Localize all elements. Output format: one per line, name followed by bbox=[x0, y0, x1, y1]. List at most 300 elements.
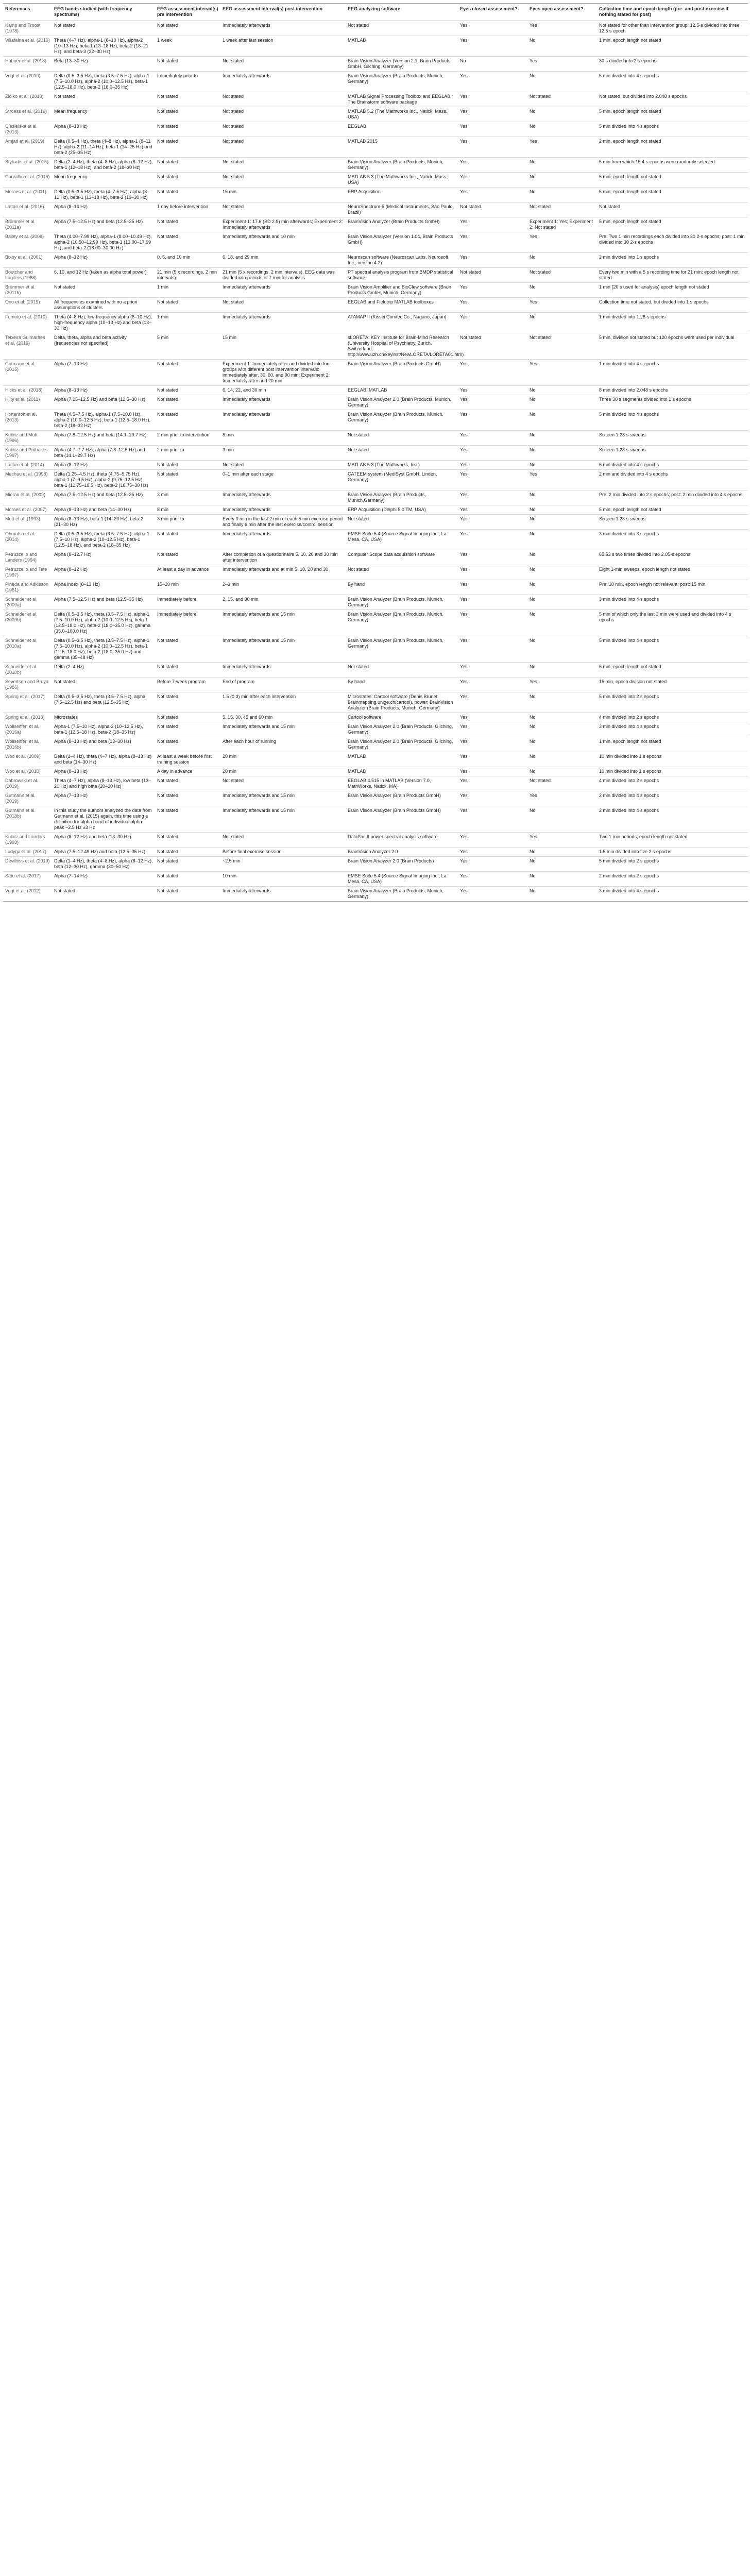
table-row bbox=[3, 752, 748, 767]
cell-software: Brain Vision Analyzer (Brain Products, Munich, Germany) bbox=[346, 158, 458, 173]
cell-eyes-closed: Yes bbox=[458, 253, 527, 268]
table-row bbox=[3, 57, 748, 72]
cell-software: EMSE Suite 5.4 (Source Signal Imaging Inc., La Mesa, CA, USA) bbox=[346, 530, 458, 550]
cell-collection-time: 5 min divided into 4 s epochs bbox=[597, 410, 748, 431]
cell-software: Computer Scope data acquisition software bbox=[346, 550, 458, 565]
cell-collection-time: 5 min, division not stated but 120 epochs were used per individual bbox=[597, 333, 748, 360]
cell-eeg-bands: Delta (0.5–3.5 Hz), theta (3.5–7.5 Hz), alpha-1 (7.5–10.0 Hz), alpha-2 (10.0–12.5 Hz), beta-1 (12.5–18.0 Hz), beta-2 (18.0–35.0 Hz), gamma (35.0–100.0 Hz) bbox=[52, 610, 155, 636]
cell-post-interval: Not stated bbox=[220, 137, 346, 158]
cell-eyes-closed: Yes bbox=[458, 848, 527, 857]
cell-pre-interval: Not stated bbox=[155, 887, 220, 902]
cell-eyes-closed: Yes bbox=[458, 490, 527, 505]
cell-eeg-bands: Delta (0.5–3.5 Hz), theta (3.5–7.5 Hz), alpha (7.5–12.5 Hz) and beta (12.5–35 Hz) bbox=[52, 692, 155, 713]
cell-collection-time: Sixteen 1.28 s sweeps bbox=[597, 431, 748, 446]
cell-eeg-bands: Theta (4–7 Hz), alpha-1 (8–10 Hz), alpha-2 (10–13 Hz), beta-1 (13–18 Hz), beta-2 (18–21 Hz), and beta-3 (22–30 Hz) bbox=[52, 36, 155, 57]
cell-collection-time: 5 min, epoch length not stated bbox=[597, 188, 748, 202]
cell-pre-interval: Not stated bbox=[155, 461, 220, 470]
cell-software: Brain Vision Analyzer 2.0 (Brain Products, Munich, Germany) bbox=[346, 395, 458, 410]
cell-pre-interval: Not stated bbox=[155, 692, 220, 713]
cell-eyes-closed: Yes bbox=[458, 410, 527, 431]
header-eyes-open: Eyes open assessment? bbox=[527, 4, 597, 21]
cell-eyes-open: No bbox=[527, 158, 597, 173]
cell-post-interval: 1 week after last session bbox=[220, 36, 346, 57]
table-row bbox=[3, 188, 748, 202]
table-row bbox=[3, 530, 748, 550]
cell-software: DataPac II power spectral analysis software bbox=[346, 833, 458, 848]
cell-post-interval: Not stated bbox=[220, 833, 346, 848]
cell-eeg-bands: Alpha (7–14 Hz) bbox=[52, 872, 155, 887]
cell-eyes-closed: Yes bbox=[458, 283, 527, 298]
cell-eyes-closed: Yes bbox=[458, 431, 527, 446]
cell-eyes-closed: Yes bbox=[458, 833, 527, 848]
cell-eyes-open: No bbox=[527, 431, 597, 446]
cell-software: Neuroscan software (Neuroscan Labs, Neurosoft, Inc., version 4.2) bbox=[346, 253, 458, 268]
cell-eyes-open: No bbox=[527, 122, 597, 137]
table-row bbox=[3, 833, 748, 848]
cell-eeg-bands: Not stated bbox=[52, 677, 155, 692]
table-row bbox=[3, 663, 748, 677]
cell-collection-time: Pre: Two 1 min recordings each divided into 30 2-s epochs; post: 1 min divided into 30 2-s epochs bbox=[597, 232, 748, 253]
cell-post-interval: 2, 15, and 30 min bbox=[220, 595, 346, 610]
cell-collection-time: 3 min divided into 3 s epochs bbox=[597, 530, 748, 550]
cell-eyes-open: No bbox=[527, 713, 597, 722]
cell-eyes-closed: Yes bbox=[458, 580, 527, 595]
cell-eyes-closed: Yes bbox=[458, 663, 527, 677]
cell-software: ATAMAP II (Kissei Comtec Co., Nagano, Japan) bbox=[346, 313, 458, 333]
table-row bbox=[3, 92, 748, 107]
cell-software: Brain Vision Analyzer (Brain Products GmbH) bbox=[346, 791, 458, 806]
cell-eyes-open: No bbox=[527, 737, 597, 752]
cell-reference: Petruzzello and Landers (1994) bbox=[3, 550, 52, 565]
cell-reference: Devilbiss et al. (2019) bbox=[3, 857, 52, 872]
cell-pre-interval: Not stated bbox=[155, 530, 220, 550]
cell-pre-interval: Immediately prior to bbox=[155, 72, 220, 92]
cell-collection-time: 30 s divided into 2 s epochs bbox=[597, 57, 748, 72]
cell-post-interval: Not stated bbox=[220, 107, 346, 122]
cell-post-interval: Immediately afterwards and 10 min bbox=[220, 232, 346, 253]
cell-post-interval: Immediately afterwards bbox=[220, 72, 346, 92]
cell-post-interval: Not stated bbox=[220, 173, 346, 188]
cell-eyes-open: No bbox=[527, 887, 597, 902]
cell-eeg-bands: Microstates bbox=[52, 713, 155, 722]
cell-pre-interval: Not stated bbox=[155, 791, 220, 806]
cell-eeg-bands: Alpha (7.8–12.5 Hz) and beta (14.1–29.7 Hz) bbox=[52, 431, 155, 446]
cell-eyes-open: No bbox=[527, 461, 597, 470]
cell-eeg-bands: Alpha index (8–13 Hz) bbox=[52, 580, 155, 595]
cell-pre-interval: 1 day before intervention bbox=[155, 202, 220, 217]
cell-eyes-closed: Yes bbox=[458, 776, 527, 791]
cell-pre-interval: Not stated bbox=[155, 806, 220, 833]
cell-reference: Brümmer et al. (2011a) bbox=[3, 217, 52, 232]
cell-reference: Mott et al. (1993) bbox=[3, 515, 52, 530]
cell-reference: Vogt et al. (2012) bbox=[3, 887, 52, 902]
cell-eyes-closed: Yes bbox=[458, 107, 527, 122]
cell-eyes-open: No bbox=[527, 722, 597, 737]
cell-eyes-open: Experiment 1: Yes; Experiment 2: Not stated bbox=[527, 217, 597, 232]
cell-post-interval: End of program bbox=[220, 677, 346, 692]
cell-eyes-open: Yes bbox=[527, 21, 597, 36]
cell-eyes-open: No bbox=[527, 36, 597, 57]
cell-reference: Sato et al. (2017) bbox=[3, 872, 52, 887]
header-post-interval: EEG assessment interval(s) post intervention bbox=[220, 4, 346, 21]
cell-eeg-bands: Not stated bbox=[52, 887, 155, 902]
cell-collection-time: Not stated for other than intervention group: 12.5-s divided into three 12.5 s epoch bbox=[597, 21, 748, 36]
cell-eeg-bands: Delta, theta, alpha and beta activity (frequencies not specified) bbox=[52, 333, 155, 360]
cell-post-interval: 20 min bbox=[220, 767, 346, 776]
table-row bbox=[3, 565, 748, 580]
cell-pre-interval: Not stated bbox=[155, 92, 220, 107]
cell-collection-time: 1.5 min divided into five 2 s epochs bbox=[597, 848, 748, 857]
header-eyes-closed: Eyes closed assessment? bbox=[458, 4, 527, 21]
cell-reference: Styliadis et al. (2015) bbox=[3, 158, 52, 173]
cell-eyes-open: No bbox=[527, 107, 597, 122]
cell-software: EMSE Suite 5.4 (Source Signal Imaging Inc., La Mesa, CA, USA) bbox=[346, 872, 458, 887]
table-row bbox=[3, 232, 748, 253]
cell-software: MATLAB bbox=[346, 752, 458, 767]
cell-pre-interval: Not stated bbox=[155, 217, 220, 232]
cell-eyes-open: Yes bbox=[527, 232, 597, 253]
cell-pre-interval: 1 min bbox=[155, 283, 220, 298]
cell-post-interval: Experiment 1: Immediately after and divided into four groups with different post intervention intervals: immediately after, 30, 60, and 90 min; Experiment 2: Immediately after and 20 min bbox=[220, 360, 346, 386]
cell-eyes-open: No bbox=[527, 173, 597, 188]
table-row bbox=[3, 692, 748, 713]
cell-eyes-open: No bbox=[527, 636, 597, 663]
cell-reference: Wollseiffen et al. (2016b) bbox=[3, 737, 52, 752]
cell-eeg-bands: Alpha (7.5–12.5 Hz) and beta (12.5–35 Hz) bbox=[52, 595, 155, 610]
cell-software: PT spectral analysis program from BMDP statistical software bbox=[346, 268, 458, 283]
cell-post-interval: Immediately afterwards bbox=[220, 490, 346, 505]
cell-post-interval: Immediately afterwards and 15 min bbox=[220, 791, 346, 806]
cell-collection-time: 5 min, epoch length not stated bbox=[597, 663, 748, 677]
cell-post-interval: Immediately afterwards and 15 min bbox=[220, 806, 346, 833]
cell-post-interval: Every 3 min in the last 2 min of each 5 min exercise period and finally 6 min after the last exercise/control session bbox=[220, 515, 346, 530]
cell-collection-time: 5 min divided into 4 s epochs bbox=[597, 636, 748, 663]
cell-reference: Hilty et al. (2011) bbox=[3, 395, 52, 410]
cell-pre-interval: Not stated bbox=[155, 107, 220, 122]
cell-software: sLORETA: KEY Institute for Brain-Mind Research (University Hospital of Psychiatry, Zurich, Switzerland; http://www.uzh.ch/keyinst/NewLORETA/LORETA01.htm) bbox=[346, 333, 458, 360]
cell-reference: Bailey et al. (2008) bbox=[3, 232, 52, 253]
cell-software: Brain Vision Analyzer (Brain Products, Munich,Germany) bbox=[346, 490, 458, 505]
cell-eeg-bands: Not stated bbox=[52, 21, 155, 36]
cell-post-interval: Not stated bbox=[220, 202, 346, 217]
header-row bbox=[3, 4, 748, 21]
table-row bbox=[3, 446, 748, 461]
table-row bbox=[3, 313, 748, 333]
table-row bbox=[3, 36, 748, 57]
cell-eyes-open: Not stated bbox=[527, 92, 597, 107]
cell-eyes-open: Yes bbox=[527, 791, 597, 806]
cell-reference: Moraes et al. (2011) bbox=[3, 188, 52, 202]
cell-eyes-open: No bbox=[527, 580, 597, 595]
cell-software: MATLAB bbox=[346, 36, 458, 57]
cell-eyes-closed: Not stated bbox=[458, 202, 527, 217]
cell-eyes-closed: Yes bbox=[458, 722, 527, 737]
cell-collection-time: 5 min, epoch length not stated bbox=[597, 107, 748, 122]
cell-collection-time: Three 30 s segments divided into 1 s epochs bbox=[597, 395, 748, 410]
cell-pre-interval: Not stated bbox=[155, 232, 220, 253]
cell-eyes-closed: Yes bbox=[458, 530, 527, 550]
cell-post-interval: 8 min bbox=[220, 431, 346, 446]
cell-eyes-open: No bbox=[527, 692, 597, 713]
cell-eyes-open: No bbox=[527, 610, 597, 636]
cell-post-interval: ~2.5 min bbox=[220, 857, 346, 872]
table-row bbox=[3, 636, 748, 663]
cell-eeg-bands: Alpha (8–13 Hz) bbox=[52, 767, 155, 776]
cell-eyes-closed: Yes bbox=[458, 887, 527, 902]
cell-post-interval: Immediately afterwards and 15 min bbox=[220, 636, 346, 663]
cell-collection-time: 2 min and divided into 4 s epochs bbox=[597, 470, 748, 490]
cell-reference: Woo et al. (2010) bbox=[3, 767, 52, 776]
cell-pre-interval: Not stated bbox=[155, 737, 220, 752]
cell-eeg-bands: Delta (0.5–3.5 Hz), theta (3.5–7.5 Hz), alpha-1 (7.5–10 Hz), alpha-2 (10–12.5 Hz), beta-1 (12.5–18 Hz), and beta-2 (18–35 Hz) bbox=[52, 530, 155, 550]
cell-collection-time: Pre: 10 min, epoch length not relevant; post: 15 min bbox=[597, 580, 748, 595]
table-row bbox=[3, 107, 748, 122]
cell-eeg-bands: Theta (4–8 Hz), low-frequency alpha (8–10 Hz), high-frequency alpha (10–13 Hz) and beta (13–30 Hz) bbox=[52, 313, 155, 333]
cell-eyes-closed: Yes bbox=[458, 610, 527, 636]
cell-eyes-closed: Yes bbox=[458, 188, 527, 202]
cell-eyes-closed: Yes bbox=[458, 565, 527, 580]
cell-software: Brain Vision Analyzer (Brain Products, Munich, Germany) bbox=[346, 72, 458, 92]
cell-pre-interval: Not stated bbox=[155, 833, 220, 848]
cell-eeg-bands: Alpha (8–13 Hz), beta-1 (14–20 Hz), beta-2 (21–30 Hz) bbox=[52, 515, 155, 530]
cell-software: EEGLAB bbox=[346, 122, 458, 137]
cell-software: MATLAB 2015 bbox=[346, 137, 458, 158]
cell-post-interval: 6, 14, 22, and 30 min bbox=[220, 386, 346, 395]
cell-reference: Bixby et al. (2001) bbox=[3, 253, 52, 268]
cell-collection-time: Every two min with a 5 s recording time for 21 min; epoch length not stated bbox=[597, 268, 748, 283]
cell-reference: Brümmer et al. (2011b) bbox=[3, 283, 52, 298]
cell-eyes-open: No bbox=[527, 565, 597, 580]
cell-pre-interval: 8 min bbox=[155, 505, 220, 515]
table-row bbox=[3, 217, 748, 232]
cell-software: EEGLAB 4.515 in MATLAB (Version 7.0, MathWorks, Natick, MA) bbox=[346, 776, 458, 791]
table-row bbox=[3, 677, 748, 692]
cell-reference: Wollseiffen et al. (2016a) bbox=[3, 722, 52, 737]
cell-reference: Lattari et al. (2014) bbox=[3, 461, 52, 470]
cell-pre-interval: Not stated bbox=[155, 776, 220, 791]
table-row bbox=[3, 202, 748, 217]
cell-eeg-bands: Delta (1–4 Hz), theta (4–7 Hz), alpha (8–13 Hz) and beta (14–30 Hz) bbox=[52, 752, 155, 767]
cell-reference: Ludyga et al. (2017) bbox=[3, 848, 52, 857]
cell-collection-time: Pre: 2 min divided into 2 s epochs; post: 2 min divided into 4 s epochs bbox=[597, 490, 748, 505]
cell-collection-time: 5 min, epoch length not stated bbox=[597, 217, 748, 232]
cell-software: Brain Vision Amplifier and BioClew software (Brain Products GmbH, Munich, Germany) bbox=[346, 283, 458, 298]
cell-pre-interval: Not stated bbox=[155, 872, 220, 887]
cell-software: Brain Vision Analyzer (Brain Products, Munich, Germany) bbox=[346, 410, 458, 431]
cell-software: Brain Vision Analyzer (Version 2.1, Brain Products GmbH, Gilching, Germany) bbox=[346, 57, 458, 72]
cell-reference: Hottenrott et al. (2013) bbox=[3, 410, 52, 431]
cell-collection-time: 2 min divided into 4 s epochs bbox=[597, 791, 748, 806]
eeg-methods-table bbox=[3, 3, 748, 902]
cell-post-interval: After each hour of running bbox=[220, 737, 346, 752]
cell-collection-time: 3 min divided into 4 s epochs bbox=[597, 887, 748, 902]
cell-pre-interval: Not stated bbox=[155, 663, 220, 677]
table-row bbox=[3, 72, 748, 92]
table-row bbox=[3, 737, 748, 752]
cell-pre-interval: Not stated bbox=[155, 470, 220, 490]
cell-collection-time: 2 min, epoch length not stated bbox=[597, 137, 748, 158]
cell-eeg-bands: Alpha (8–12.7 Hz) bbox=[52, 550, 155, 565]
cell-collection-time: 5 min divided into 4 s epochs bbox=[597, 72, 748, 92]
cell-software: Brain Vision Analyzer (Brain Products, Munich, Germany) bbox=[346, 636, 458, 663]
cell-software: Brain Vision Analyzer (Brain Products, Munich, Germany) bbox=[346, 610, 458, 636]
cell-collection-time: 1 min, epoch length not stated bbox=[597, 36, 748, 57]
cell-eeg-bands: Not stated bbox=[52, 92, 155, 107]
cell-eeg-bands: Alpha (7.5–12.5 Hz) and beta (12.5–35 Hz) bbox=[52, 217, 155, 232]
cell-eyes-closed: Yes bbox=[458, 713, 527, 722]
cell-pre-interval: At least a day in advance bbox=[155, 565, 220, 580]
cell-software: MATLAB 5.2 (The Mathworks Inc., Natick, Mass., USA) bbox=[346, 107, 458, 122]
cell-eyes-open: No bbox=[527, 848, 597, 857]
cell-eeg-bands: Delta (2–4 Hz) bbox=[52, 663, 155, 677]
cell-software: MATLAB 5.3 (The Mathworks, Inc.) bbox=[346, 461, 458, 470]
cell-software: Brain Vision Analyzer (Version 1.04, Brain Products GmbH) bbox=[346, 232, 458, 253]
cell-software: Microstates: Cartool software (Denis Brunet Brainmapping.unige.ch/cartool), power: BrainVision Analyzer (Brain Products, Munich, Germany) bbox=[346, 692, 458, 713]
cell-eyes-open: Yes bbox=[527, 57, 597, 72]
cell-software: Brain Vision Analyzer 2.0 (Brain Products) bbox=[346, 857, 458, 872]
cell-collection-time: 1 min (20 s used for analysis) epoch length not stated bbox=[597, 283, 748, 298]
cell-post-interval: Immediately afterwards bbox=[220, 21, 346, 36]
cell-collection-time: 5 min, epoch length not stated bbox=[597, 505, 748, 515]
table-row bbox=[3, 791, 748, 806]
table-row bbox=[3, 848, 748, 857]
cell-pre-interval: Not stated bbox=[155, 410, 220, 431]
cell-software: ERP Acquisition bbox=[346, 188, 458, 202]
table-body bbox=[3, 21, 748, 902]
header-collection-time: Collection time and epoch length (pre- and post-exercise if nothing stated for post) bbox=[597, 4, 748, 21]
table-row bbox=[3, 386, 748, 395]
cell-eeg-bands: Delta (0.5–3.5 Hz), theta (4–7.5 Hz), alpha (8–12 Hz), beta-1 (13–18 Hz), beta-2 (19–30 Hz) bbox=[52, 188, 155, 202]
cell-eyes-open: No bbox=[527, 490, 597, 505]
cell-eyes-open: Yes bbox=[527, 360, 597, 386]
cell-reference: Schneider et al. (2010a) bbox=[3, 636, 52, 663]
cell-post-interval: Immediately afterwards and at min 5, 10, 20 and 30 bbox=[220, 565, 346, 580]
cell-eyes-open: No bbox=[527, 663, 597, 677]
cell-post-interval: 15 min bbox=[220, 333, 346, 360]
cell-eeg-bands: Mean frequency bbox=[52, 173, 155, 188]
cell-pre-interval: 0, 5, and 10 min bbox=[155, 253, 220, 268]
cell-reference: Schneider et al. (2010b) bbox=[3, 663, 52, 677]
cell-reference: Ciesielska et al. (2013) bbox=[3, 122, 52, 137]
cell-reference: Boutcher and Landers (1988) bbox=[3, 268, 52, 283]
cell-eeg-bands: Alpha (7–13 Hz) bbox=[52, 360, 155, 386]
cell-pre-interval: Not stated bbox=[155, 395, 220, 410]
cell-eyes-closed: Yes bbox=[458, 446, 527, 461]
table-row bbox=[3, 610, 748, 636]
cell-eeg-bands: Alpha (8–13 Hz) bbox=[52, 122, 155, 137]
cell-reference: Mierau et al. (2009) bbox=[3, 490, 52, 505]
cell-pre-interval: Not stated bbox=[155, 386, 220, 395]
cell-collection-time: Sixteen 1.28 s sweeps bbox=[597, 446, 748, 461]
cell-eeg-bands: Delta (1.25–4.5 Hz), theta (4.75–5.75 Hz), alpha-1 (7–9.5 Hz), alpha-2 (9.75–12.5 Hz), beta-1 (12.75–18.5 Hz), beta-2 (18.75–30 Hz) bbox=[52, 470, 155, 490]
cell-reference: Gutmann et al. (2019) bbox=[3, 791, 52, 806]
cell-eeg-bands: Alpha (8–12 Hz) and beta (13–30 Hz) bbox=[52, 833, 155, 848]
header-references: References bbox=[3, 4, 52, 21]
cell-eyes-closed: Yes bbox=[458, 806, 527, 833]
cell-pre-interval: Not stated bbox=[155, 57, 220, 72]
cell-pre-interval: 15–20 min bbox=[155, 580, 220, 595]
cell-software: Cartool software bbox=[346, 713, 458, 722]
cell-collection-time: Eight 1-min sweeps, epoch length not stated bbox=[597, 565, 748, 580]
table-row bbox=[3, 713, 748, 722]
cell-eyes-closed: Yes bbox=[458, 158, 527, 173]
table-row bbox=[3, 461, 748, 470]
cell-collection-time: 5 min, epoch length not stated bbox=[597, 173, 748, 188]
cell-eyes-closed: Not stated bbox=[458, 333, 527, 360]
cell-post-interval: Immediately afterwards bbox=[220, 887, 346, 902]
cell-collection-time: 5 min of which only the last 3 min were used and divided into 4 s epochs bbox=[597, 610, 748, 636]
cell-eeg-bands: Alpha (8–12 Hz) bbox=[52, 253, 155, 268]
cell-reference: Ono et al. (2019) bbox=[3, 298, 52, 313]
cell-pre-interval: 1 week bbox=[155, 36, 220, 57]
cell-eyes-closed: Yes bbox=[458, 752, 527, 767]
cell-eyes-closed: Yes bbox=[458, 767, 527, 776]
cell-eyes-open: No bbox=[527, 395, 597, 410]
cell-eyes-closed: Yes bbox=[458, 173, 527, 188]
cell-eeg-bands: Alpha (7–13 Hz) bbox=[52, 791, 155, 806]
cell-software: MATLAB 5.3 (The Mathworks Inc., Natick, Mass., USA) bbox=[346, 173, 458, 188]
cell-post-interval: Immediately afterwards bbox=[220, 395, 346, 410]
cell-reference: Moraes et al. (2007) bbox=[3, 505, 52, 515]
cell-eeg-bands: Theta (4.5–7.5 Hz), alpha-1 (7.5–10.0 Hz), alpha-2 (10.0–12.5 Hz), beta-1 (12.5–18.0 Hz), beta-2 (18–32 Hz) bbox=[52, 410, 155, 431]
cell-reference: Gutmann et al. (2015) bbox=[3, 360, 52, 386]
cell-eyes-open: No bbox=[527, 767, 597, 776]
cell-eeg-bands: Beta (13–30 Hz) bbox=[52, 57, 155, 72]
cell-eyes-closed: Yes bbox=[458, 386, 527, 395]
cell-eeg-bands: Alpha (7.5–12.49 Hz) and beta (12.5–35 Hz) bbox=[52, 848, 155, 857]
cell-collection-time: 5 min divided into 2 s epochs bbox=[597, 692, 748, 713]
cell-eyes-open: Yes bbox=[527, 833, 597, 848]
table-row bbox=[3, 806, 748, 833]
cell-pre-interval: 2 min prior to bbox=[155, 446, 220, 461]
cell-post-interval: Not stated bbox=[220, 298, 346, 313]
cell-pre-interval: Not stated bbox=[155, 636, 220, 663]
cell-pre-interval: Not stated bbox=[155, 173, 220, 188]
cell-collection-time: Two 1 min periods, epoch length not stated bbox=[597, 833, 748, 848]
table-row bbox=[3, 122, 748, 137]
cell-reference: Stroess et al. (2019) bbox=[3, 107, 52, 122]
table-row bbox=[3, 505, 748, 515]
table-row bbox=[3, 767, 748, 776]
cell-post-interval: After completion of a questionnaire 5, 10, 20 and 30 min after intervention bbox=[220, 550, 346, 565]
cell-eeg-bands: 6, 10, and 12 Hz (taken as alpha total power) bbox=[52, 268, 155, 283]
cell-reference: Kubitz and Landers (1993) bbox=[3, 833, 52, 848]
table-row bbox=[3, 490, 748, 505]
cell-software: Brain Vision Analyzer 2.0 (Brain Products, Gilching, Germany) bbox=[346, 722, 458, 737]
cell-software: ERP Acquisition (Delphi 5.0 TM, USA) bbox=[346, 505, 458, 515]
cell-post-interval: Experiment 1: 17.6 (SD 2.9) min afterwards; Experiment 2: Immediately afterwards bbox=[220, 217, 346, 232]
cell-collection-time: 10 min divided into 1 s epochs bbox=[597, 767, 748, 776]
cell-post-interval: 20 min bbox=[220, 752, 346, 767]
table-row bbox=[3, 410, 748, 431]
cell-eeg-bands: Alpha (8–14 Hz) bbox=[52, 202, 155, 217]
cell-post-interval: 1.5 (0.3) min after each intervention bbox=[220, 692, 346, 713]
cell-eyes-open: No bbox=[527, 313, 597, 333]
cell-post-interval: Not stated bbox=[220, 158, 346, 173]
cell-eyes-closed: Yes bbox=[458, 677, 527, 692]
table-row bbox=[3, 872, 748, 887]
table-row bbox=[3, 173, 748, 188]
cell-eeg-bands: Delta (1–4 Hz), theta (4–8 Hz), alpha (8–12 Hz), beta (12–30 Hz), gamma (30–50 Hz) bbox=[52, 857, 155, 872]
cell-eeg-bands: Alpha (8–12 Hz) bbox=[52, 565, 155, 580]
cell-eeg-bands: Alpha (7.5–12.5 Hz) and beta (12.5–35 Hz) bbox=[52, 490, 155, 505]
cell-eyes-closed: Yes bbox=[458, 461, 527, 470]
cell-eyes-closed: Yes bbox=[458, 122, 527, 137]
cell-eeg-bands: Alpha-1 (7.5–10 Hz), alpha-2 (10–12.5 Hz), beta-1 (12.5–18 Hz), beta-2 (18–35 Hz) bbox=[52, 722, 155, 737]
cell-software: BrainVision Analyzer 2.0 bbox=[346, 848, 458, 857]
cell-eyes-open: No bbox=[527, 872, 597, 887]
cell-eyes-closed: Yes bbox=[458, 360, 527, 386]
